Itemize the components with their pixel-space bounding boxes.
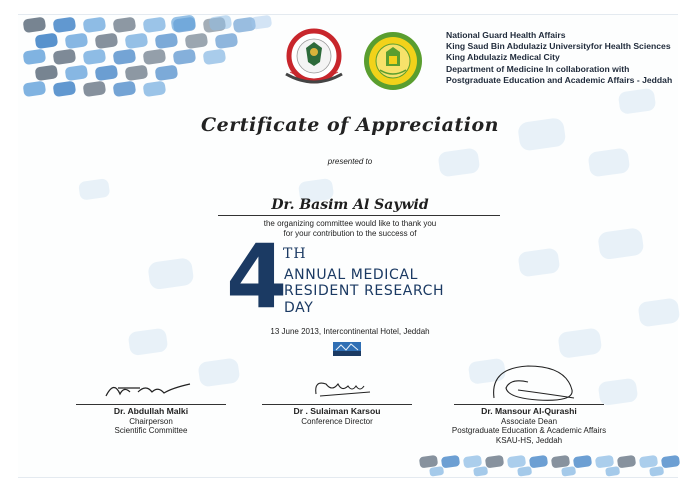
signatory-role: Chairperson [129, 416, 173, 426]
thanks-line-2: for your contribution to the success of [283, 228, 417, 238]
signatory-name: Dr. Mansour Al-Qurashi [481, 406, 577, 416]
pattern-dot [517, 466, 532, 477]
pattern-dot [53, 49, 77, 66]
pattern-dot [35, 65, 59, 82]
recipient-underline [218, 215, 500, 216]
pattern-dot [23, 81, 47, 98]
event-title-line-3: DAY [284, 300, 314, 316]
pattern-dot [429, 466, 444, 477]
pattern-dot [113, 81, 137, 98]
signatory-karsou [252, 407, 422, 426]
pattern-dot [618, 88, 657, 115]
pattern-dot [639, 455, 658, 469]
signature-karsou [310, 372, 380, 402]
signatory-name: Dr . Sulaiman Karsou [293, 406, 381, 416]
event-title-line-2: RESIDENT RESEARCH [284, 283, 445, 299]
signature-line [76, 404, 226, 405]
pattern-dot [143, 81, 167, 98]
pattern-dot [573, 455, 592, 469]
pattern-dot [53, 81, 77, 98]
pattern-dot [605, 466, 620, 477]
pattern-dot [143, 17, 167, 34]
pattern-dot [143, 49, 167, 66]
pattern-dot [463, 455, 482, 469]
dot-pattern-bottom [419, 455, 680, 477]
pattern-dot [125, 33, 149, 50]
pattern-dot [441, 455, 460, 469]
signatory-name: Dr. Abdullah Malki [113, 406, 189, 416]
signatory-role: Scientific Committee [114, 426, 188, 435]
header-line: Postgraduate Education and Academic Affairs - Jeddah [446, 74, 673, 85]
pattern-dot [83, 81, 107, 98]
pattern-dot [473, 466, 488, 477]
event-title-line-1: ANNUAL MEDICAL [284, 267, 418, 283]
thanks-line-1: the organizing committee would like to thank you [263, 219, 437, 228]
pattern-dot [529, 455, 548, 469]
pattern-dot [595, 455, 614, 469]
event-number: 4 [226, 225, 288, 328]
issuer-header [446, 30, 682, 86]
pattern-dot [155, 33, 179, 50]
ksau-hs-logo [360, 30, 426, 92]
header-line: King Abdulaziz Medical City [446, 52, 560, 63]
signatory-role: Conference Director [301, 416, 373, 426]
pattern-dot [83, 17, 107, 34]
certificate-title: Certificate of Appreciation [201, 114, 499, 136]
pattern-dot [637, 297, 680, 327]
pattern-dot [209, 15, 233, 32]
pattern-dot [113, 17, 137, 34]
pattern-dot [173, 49, 197, 66]
pattern-dot [53, 17, 77, 34]
pattern-dot [65, 65, 89, 82]
hotel-emblem-icon [333, 342, 361, 356]
pattern-dot [203, 49, 227, 66]
pattern-dot [661, 455, 680, 469]
pattern-dot [113, 49, 137, 66]
pattern-dot [95, 33, 119, 50]
pattern-dot [215, 33, 239, 50]
signature-line [262, 404, 412, 405]
signature-malki [100, 376, 200, 402]
signatory-al-qurashi [424, 407, 634, 445]
signatory-role: Associate Dean [500, 416, 558, 426]
pattern-dot [419, 455, 438, 469]
recipient-name: Dr. Basim Al Saywid [271, 197, 429, 213]
pattern-dot [83, 49, 107, 66]
thanks-text [0, 219, 700, 238]
pattern-dot [598, 378, 639, 407]
pattern-dot [155, 65, 179, 82]
event-ordinal-suffix: TH [283, 246, 307, 262]
dot-pattern-top-left [23, 14, 273, 97]
pattern-dot [251, 15, 273, 30]
pattern-dot [197, 357, 240, 387]
national-guard-logo [276, 28, 354, 90]
pattern-dot [185, 33, 209, 50]
pattern-dot [65, 33, 89, 50]
header-line: King Saud Bin Abdulaziz Universityfor Health Sciences [446, 41, 671, 52]
pattern-dot [649, 466, 664, 477]
pattern-dot [23, 49, 47, 66]
header-line: Department of Medicine In collaboration with [446, 63, 630, 74]
pattern-dot [561, 466, 576, 477]
pattern-dot [125, 65, 149, 82]
pattern-dot [507, 455, 526, 469]
header-line: National Guard Health Affairs [446, 30, 566, 40]
pattern-dot [23, 17, 47, 34]
pattern-dot [95, 65, 119, 82]
pattern-dot [485, 455, 504, 469]
pattern-dot [147, 257, 194, 290]
signatory-malki [66, 407, 236, 436]
presented-to-text: presented to [327, 157, 373, 166]
pattern-dot [35, 33, 59, 50]
event-date-venue: 13 June 2013, Intercontinental Hotel, Jeddah [270, 327, 430, 336]
pattern-dot [617, 455, 636, 469]
signatory-role: Postgraduate Education & Academic Affairs [451, 426, 607, 435]
signature-line [454, 404, 604, 405]
signatory-role: KSAU-HS, Jeddah [495, 435, 563, 445]
pattern-dot [551, 455, 570, 469]
signature-al-qurashi [488, 360, 580, 404]
